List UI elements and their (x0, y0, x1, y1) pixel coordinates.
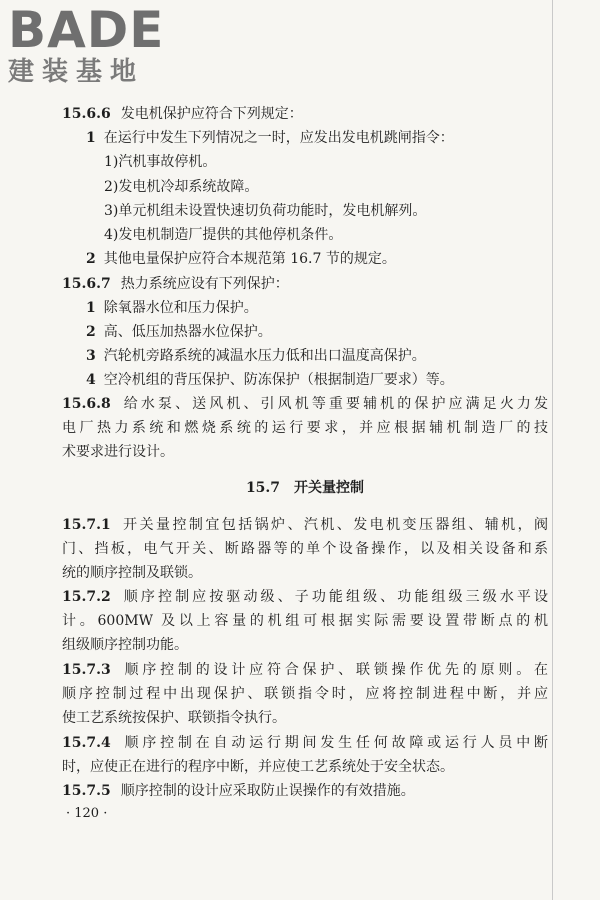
clause-number: 15.6.8 (62, 396, 111, 412)
clause-15-6-7 (62, 274, 548, 294)
sub-item-1: 1)汽机事故停机。 (104, 154, 217, 170)
clause-number: 15.7.4 (62, 735, 111, 751)
clause-15-7-2 (62, 587, 548, 607)
clause-15-7-1 (62, 515, 548, 535)
item-text: 高、低压加热器水位保护。 (103, 324, 272, 340)
watermark-logo (8, 1, 165, 87)
clause-text: 顺序控制的设计应符合保护、联锁操作优先的原则。在 (120, 662, 548, 678)
item-number: 2 (86, 324, 96, 340)
clause-number: 15.7.1 (62, 517, 111, 533)
clause-line: 时，应使正在进行的程序中断，并应使工艺系统处于安全状态。 (62, 759, 454, 775)
page-number: · 120 · (66, 806, 108, 821)
clause-number: 15.7.5 (62, 783, 111, 799)
item-1 (86, 128, 572, 148)
clause-number: 15.6.7 (62, 276, 111, 292)
clause-line: 电厂热力系统和燃烧系统的运行要求，并应根据辅机制造厂的技 (62, 420, 548, 436)
item-4 (86, 370, 572, 390)
item-number: 2 (86, 251, 96, 267)
clause-text: 热力系统应设有下列保护： (120, 276, 289, 292)
logo-brand: BADE (8, 1, 165, 59)
clause-number: 15.7.2 (62, 589, 111, 605)
clause-line: 使工艺系统按保护、联锁指令执行。 (62, 710, 286, 726)
logo-subtitle: 建装基地 (8, 57, 145, 87)
clause-line: 计。600MW 及以上容量的机组可根据实际需要设置带断点的机 (62, 613, 548, 629)
clause-line: 组级顺序控制功能。 (62, 637, 188, 653)
clause-line: 顺序控制过程中出现保护、联锁指令时，应将控制进程中断，并应 (62, 686, 548, 702)
clause-text: 顺序控制应按驱动级、子功能组级、功能组级三级水平设 (120, 589, 548, 605)
item-text: 空冷机组的背压保护、防冻保护（根据制造厂要求）等。 (103, 372, 454, 388)
item-2 (86, 249, 572, 269)
item-number: 3 (86, 348, 96, 364)
clause-text: 给水泵、送风机、引风机等重要辅机的保护应满足火力发 (120, 396, 548, 412)
item-text: 除氧器水位和压力保护。 (103, 300, 258, 316)
clause-15-7-3 (62, 660, 548, 680)
clause-line: 术要求进行设计。 (62, 444, 174, 460)
clause-15-6-8 (62, 394, 548, 414)
section-heading: 15.7 开关量控制 (245, 480, 365, 496)
clause-number: 15.6.6 (62, 106, 111, 122)
sub-item-3: 3)单元机组未设置快速切负荷功能时，发电机解列。 (104, 203, 427, 219)
item-text: 在运行中发生下列情况之一时，应发出发电机跳闸指令： (103, 130, 454, 146)
clause-15-6-6 (62, 104, 548, 124)
clause-15-7-5 (62, 781, 548, 801)
clause-15-7-4 (62, 733, 548, 753)
clause-text: 开关量控制宜包括锅炉、汽机、发电机变压器组、辅机，阀 (120, 517, 548, 533)
item-text: 其他电量保护应符合本规范第 16.7 节的规定。 (103, 251, 396, 267)
item-1 (86, 298, 572, 318)
sub-item-2: 2)发电机冷却系统故障。 (104, 179, 259, 195)
clause-number: 15.7.3 (62, 662, 111, 678)
clause-line: 统的顺序控制及联锁。 (62, 565, 202, 581)
clause-text: 顺序控制的设计应采取防止误操作的有效措施。 (120, 783, 415, 799)
clause-text: 顺序控制在自动运行期间发生任何故障或运行人员中断 (120, 735, 548, 751)
item-number: 4 (86, 372, 96, 388)
clause-text: 发电机保护应符合下列规定： (120, 106, 303, 122)
item-number: 1 (86, 130, 96, 146)
item-2 (86, 322, 572, 342)
clause-line: 门、挡板，电气开关、断路器等的单个设备操作，以及相关设备和系 (62, 541, 548, 557)
item-number: 1 (86, 300, 96, 316)
sub-item-4: 4)发电机制造厂提供的其他停机条件。 (104, 227, 343, 243)
item-3 (86, 346, 572, 366)
item-text: 汽轮机旁路系统的减温水压力低和出口温度高保护。 (103, 348, 426, 364)
